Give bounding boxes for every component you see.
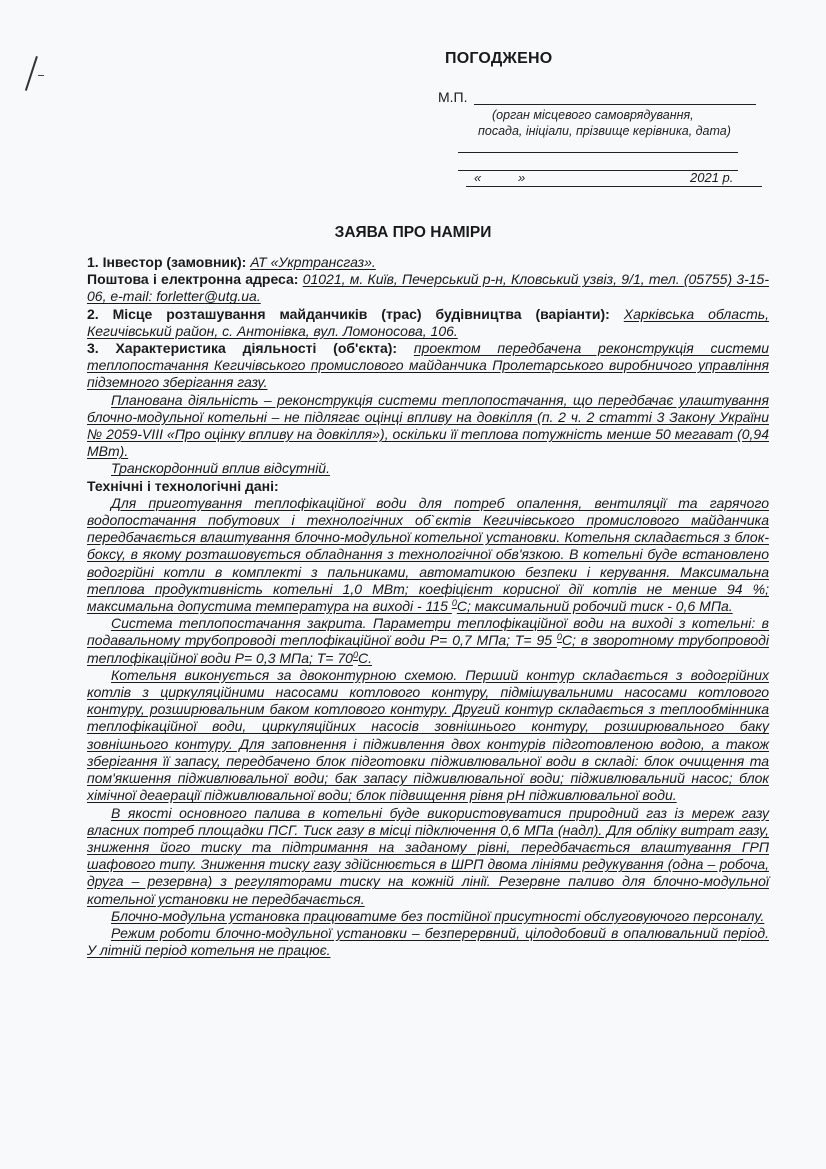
activity-value: проектом передбачена реконструкція системи теплопостачання Кегичівського промислового майданчика Пролетарського виробничого управління підземного зберігання газу. bbox=[87, 340, 770, 391]
transboundary-paragraph bbox=[87, 460, 769, 477]
document-body bbox=[87, 254, 769, 959]
date-close-quote: » bbox=[518, 170, 526, 185]
date-year: 2021 р. bbox=[690, 170, 734, 185]
approval-caption-line1: (орган місцевого самоврядування, bbox=[492, 108, 694, 122]
planned-activity-text: Планована діяльність – реконструкція системи теплопостачання, що передбачає улаштування блочно-модульної котельні – не підлягає оцінці впливу на довкілля (п. 2 ч. 2 статті 3 Закону України № 2059-VIII «Про оцінку впливу на довкілля»), оскільки її теплова потужність менше 50 мегават (0,94 МВт). bbox=[87, 391, 769, 460]
tech-paragraph-5 bbox=[87, 908, 769, 925]
approval-title: ПОГОДЖЕНО bbox=[445, 50, 553, 67]
address-value: 01021, м. Київ, Печерський р-н, Кловський узвіз, 9/1, тел. (05755) 3-15-06, e-mail: forletter@utg.ua. bbox=[87, 271, 770, 305]
tech-paragraph-2 bbox=[87, 615, 769, 667]
investor-label: 1. Інвестор (замовник): bbox=[87, 254, 247, 270]
tech-p5-text: Блочно-модульна установка працюватиме без постійної присутності обслуговуючого персоналу. bbox=[111, 907, 765, 924]
investor-value: АТ «Укртрансгаз». bbox=[250, 254, 376, 270]
tech-p3-text: Котельня виконується за двоконтурною схемою. Перший контур складається з водогрійних котлів з циркуляційними насосами котлового контуру, підмішувальними насосами котлового контуру, розширювальним баком котлового контуру. Другий контур складається з теплообмінника теплофікаційної води, циркуляційних насосів зовнішнього контуру, розширювального баку зовнішнього контуру. Для заповнення і підживлення двох контурів підготовленою водою, а також зберігання її запасу, передбачено блок підготовки підживлювальної води в складі: блок очищення та пом'якшення підживлювальної води; бак запасу підживлювальної води; підживлювальний насос; блок хімічної деаерації підживлювальної води; блок підвищення рівня рН підживлювальної води. bbox=[87, 666, 769, 804]
degree-sup: 0 bbox=[451, 598, 457, 609]
document-title: ЗАЯВА ПРО НАМІРИ bbox=[334, 224, 492, 241]
signature-line bbox=[474, 104, 756, 105]
activity-row bbox=[87, 340, 769, 392]
location-label: 2. Місце розташування майданчиків (трас) будівництва (варіанти): bbox=[87, 305, 610, 322]
transboundary-text: Транскордонний вплив відсутній. bbox=[111, 460, 330, 477]
tech-paragraph-4 bbox=[87, 805, 769, 908]
tech-p2-text-b: С; в зворотному трубопроводі теплофікаційної води P= 0,3 МПа; T= 70 bbox=[87, 632, 769, 666]
blank-line-1 bbox=[458, 152, 738, 153]
investor-row bbox=[87, 254, 769, 271]
planned-activity-paragraph bbox=[87, 392, 769, 461]
location-value: Харківська область, Кегичівський район, с. Антонівка, вул. Ломоносова, 106. bbox=[87, 305, 770, 339]
degree-sup: 0 bbox=[352, 649, 358, 660]
tech-p2-text-a: Система теплопостачання закрита. Параметри теплофікаційної води на виході з котельні: в подавальному трубопроводі теплофікаційної води P= 0,7 МПа; T= 95 bbox=[87, 615, 769, 649]
tech-p2-text-c: С. bbox=[357, 649, 372, 666]
tech-p1-text-a: Для приготування теплофікаційної води для потреб опалення, вентиляції та гарячого водопостачання побутових і технологічних об`єктів Кегичівського промислового майданчика передбачається влаштування блочно-модульної котельної установки. Котельня складається з блок-боксу, в якому розташовується обладнання з технологічної обв'язкою. В котельні буде встановлено водогрійні котли в комплекті з пальниками, автоматикою безпеки і керування. Максимальна теплова продуктивність котельні 1,0 МВт; коефіцієнт корисної дії котлів не менше 94 %; максимальна допустима температура на виході - 115 bbox=[87, 494, 769, 615]
date-line bbox=[466, 186, 762, 187]
tech-p6-text: Режим роботи блочно-модульної установки – безперервний, цілодобовий в опалювальний період. У літній період котельня не працює. bbox=[87, 924, 769, 959]
location-row bbox=[87, 306, 769, 340]
address-label: Поштова і електронна адреса: bbox=[87, 271, 299, 288]
degree-sup: 0 bbox=[556, 632, 562, 643]
tech-paragraph-1 bbox=[87, 495, 769, 615]
handwritten-mark-tick bbox=[38, 75, 44, 76]
address-row bbox=[87, 271, 769, 305]
handwritten-mark bbox=[25, 56, 38, 91]
tech-paragraph-3 bbox=[87, 667, 769, 805]
date-open-quote: « bbox=[474, 170, 482, 185]
approval-caption-line2: посада, ініціали, прізвище керівника, дата) bbox=[478, 124, 731, 138]
tech-section-label: Технічні і технологічні дані: bbox=[87, 477, 279, 494]
tech-p4-text: В якості основного палива в котельні буде використовуватися природний газ із мереж газу власних потреб площадки ПСГ. Тиск газу в місці підключення 0,6 МПа (надл). Для обліку витрат газу, зниження його тиску та підтримання на заданому рівні, передбачається влаштування ГРП шафового типу. Зниження тиску газу здійснюється в ШРП двома лініями редукування (одна – робоча, друга – резервна) з регуляторами тиску на кожній лінії. Резервне паливо для блочно-модульної котельної установки не передбачається. bbox=[87, 804, 769, 907]
tech-p1-text-b: С; максимальний робочий тиск - 0,6 МПа. bbox=[456, 598, 733, 615]
activity-label: 3. Характеристика діяльності (об'єкта): bbox=[87, 340, 398, 357]
tech-paragraph-6 bbox=[87, 925, 769, 959]
stamp-label: М.П. bbox=[438, 89, 468, 105]
